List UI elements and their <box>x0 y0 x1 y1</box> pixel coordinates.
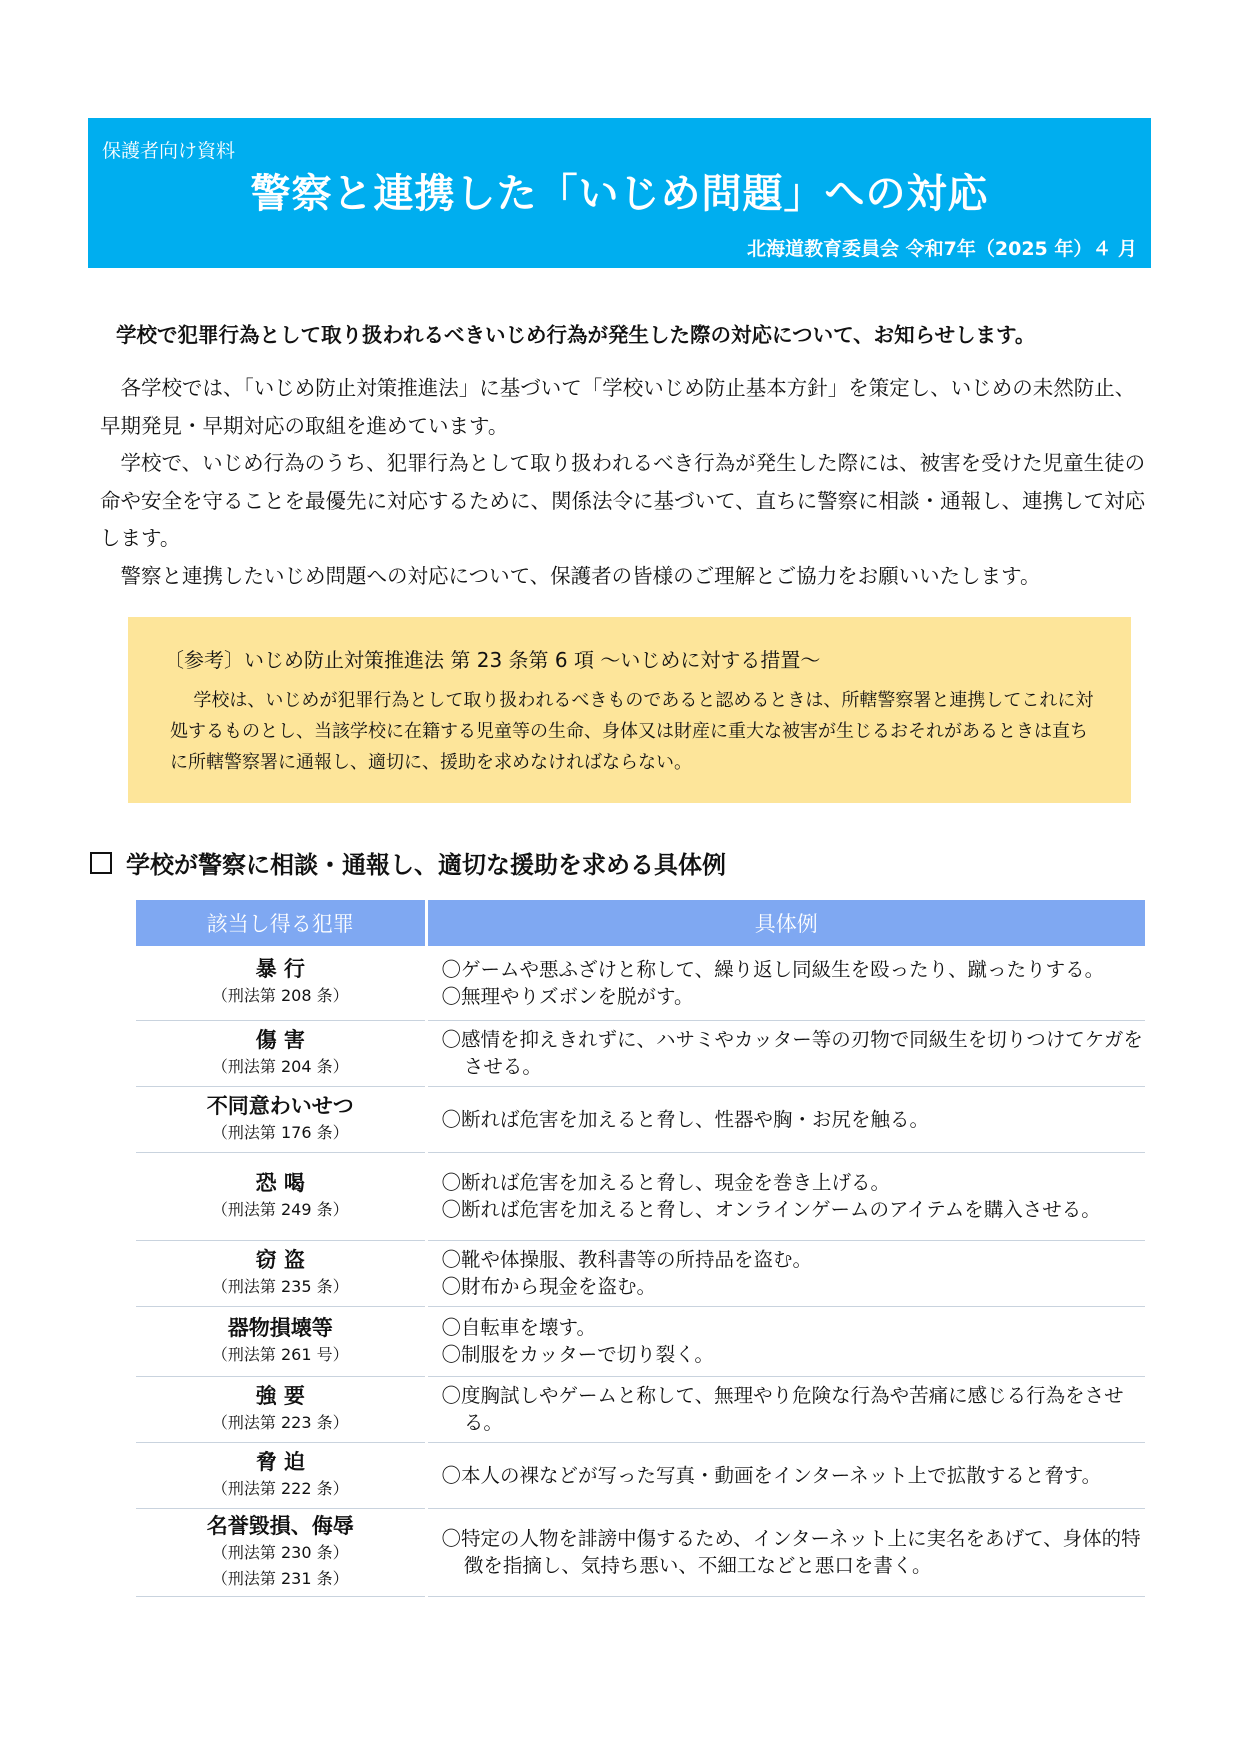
reference-box <box>128 617 1131 803</box>
law-article: （刑法第 204 条） <box>211 1056 349 1076</box>
law-article: （刑法第 208 条） <box>211 986 349 1006</box>
law-article: （刑法第 176 条） <box>211 1122 349 1142</box>
law-article: （刑法第 249 条） <box>211 1199 349 1219</box>
section-heading <box>90 845 726 880</box>
crime-name: 強 要 <box>255 1383 305 1408</box>
crime-name: 名誉毀損、侮辱 <box>206 1513 354 1538</box>
column-header-crime: 該当し得る犯罪 <box>136 900 426 946</box>
example-item: 〇断れば危害を加えると脅し、オンラインゲームのアイテムを購入させる。 <box>441 1198 1101 1221</box>
section-heading-text: 学校が警察に相談・通報し、適切な援助を求める具体例 <box>126 851 726 879</box>
intro-paragraph: 学校で、いじめ行為のうち、犯罪行為として取り扱われるべき行為が発生した際には、被害を受けた児童生徒の命や安全を守ることを最優先に対応するために、関係法令に基づいて、直ちに警察に相談・通報し、連携して対応します。 <box>100 451 1146 550</box>
crime-cell <box>136 1152 426 1240</box>
issuer-and-date: 北海道教育委員会 令和7年（2025 年）４ 月 <box>747 238 1137 260</box>
table-row <box>136 1086 1145 1152</box>
example-cell <box>426 1306 1145 1376</box>
crime-examples-table <box>136 900 1145 1597</box>
example-item: 〇断れば危害を加えると脅し、現金を巻き上げる。 <box>441 1171 891 1194</box>
law-article: （刑法第 223 条） <box>211 1412 349 1432</box>
example-item: 〇感情を抑えきれずに、ハサミやカッター等の刃物で同級生を切りつけてケガをさせる。 <box>441 1028 1143 1078</box>
intro-paragraph: 各学校では、「いじめ防止対策推進法」に基づいて「学校いじめ防止基本方針」を策定し、いじめの未然防止、早期発見・早期対応の取組を進めています。 <box>100 376 1136 438</box>
crime-cell <box>136 1306 426 1376</box>
crime-name: 暴 行 <box>255 957 305 982</box>
law-article: （刑法第 235 条） <box>211 1276 349 1296</box>
example-item: 〇自転車を壊す。 <box>441 1316 596 1339</box>
example-cell <box>426 1152 1145 1240</box>
crime-cell <box>136 1240 426 1306</box>
intro-paragraph: 警察と連携したいじめ問題への対応について、保護者の皆様のご理解とご協力をお願いいたします。 <box>120 563 1041 588</box>
table-row <box>136 1376 1145 1442</box>
example-item: 〇断れば危害を加えると脅し、性器や胸・お尻を触る。 <box>441 1107 930 1131</box>
crime-cell <box>136 1376 426 1442</box>
example-item: 〇ゲームや悪ふざけと称して、繰り返し同級生を殴ったり、蹴ったりする。 <box>441 957 1105 981</box>
example-cell <box>426 1240 1145 1306</box>
example-item: 〇財布から現金を盗む。 <box>441 1275 657 1298</box>
example-cell <box>426 1086 1145 1152</box>
table-row <box>136 1442 1145 1508</box>
column-header-examples: 具体例 <box>426 900 1145 946</box>
law-article: （刑法第 222 条） <box>211 1478 349 1498</box>
crime-cell <box>136 1508 426 1596</box>
example-cell <box>426 1020 1145 1086</box>
lead-sentence: 学校で犯罪行為として取り扱われるべきいじめ行為が発生した際の対応について、お知らせします。 <box>116 323 1036 347</box>
table-header-row <box>136 900 1145 946</box>
table-row <box>136 1240 1145 1306</box>
example-item: 〇特定の人物を誹謗中傷するため、インターネット上に実名をあげて、身体的特徴を指摘し、気持ち悪い、不細工などと悪口を書く。 <box>441 1527 1141 1577</box>
crime-name: 器物損壊等 <box>227 1315 333 1340</box>
example-cell <box>426 1442 1145 1508</box>
header-banner <box>88 118 1151 268</box>
table-row <box>136 1152 1145 1240</box>
table-body <box>136 946 1145 1596</box>
crime-name: 不同意わいせつ <box>206 1093 354 1118</box>
crime-cell <box>136 946 426 1020</box>
crime-cell <box>136 1442 426 1508</box>
reference-title: 〔参考〕いじめ防止対策推進法 第 23 条第 6 項 ～いじめに対する措置～ <box>164 648 821 672</box>
crime-name: 傷 害 <box>255 1027 305 1052</box>
audience-label: 保護者向け資料 <box>102 140 236 162</box>
crime-cell <box>136 1020 426 1086</box>
checkbox-square-icon <box>90 852 112 874</box>
example-item: 〇度胸試しやゲームと称して、無理やり危険な行為や苦痛に感じる行為をさせる。 <box>441 1384 1124 1434</box>
law-article: （刑法第 231 条） <box>211 1568 349 1588</box>
reference-body: 学校は、いじめが犯罪行為として取り扱われるべきものであると認めるときは、所轄警察署と連携してこれに対処するものとし、当該学校に在籍する児童等の生命、身体又は財産に重大な被害が生じるおそれがあるときは直ちに所轄警察署に通報し、適切に、援助を求めなければならない。 <box>170 690 1094 773</box>
example-cell <box>426 946 1145 1020</box>
table-row <box>136 1508 1145 1596</box>
table-row <box>136 1306 1145 1376</box>
example-item: 〇制服をカッターで切り裂く。 <box>441 1343 714 1366</box>
crime-cell <box>136 1086 426 1152</box>
example-item: 〇無理やりズボンを脱がす。 <box>441 984 694 1008</box>
table-row <box>136 946 1145 1020</box>
crime-name: 恐 喝 <box>255 1170 305 1195</box>
crime-name: 脅 迫 <box>255 1449 305 1474</box>
example-item: 〇靴や体操服、教科書等の所持品を盗む。 <box>441 1248 813 1271</box>
table-row <box>136 1020 1145 1086</box>
example-cell <box>426 1508 1145 1596</box>
intro-text <box>100 370 1150 595</box>
document-title: 警察と連携した「いじめ問題」への対応 <box>250 171 989 217</box>
law-article: （刑法第 230 条） <box>211 1542 349 1562</box>
example-item: 〇本人の裸などが写った写真・動画をインターネット上で拡散すると脅す。 <box>441 1463 1102 1487</box>
law-article: （刑法第 261 号） <box>211 1344 349 1364</box>
example-cell <box>426 1376 1145 1442</box>
crime-name: 窃 盗 <box>255 1247 305 1272</box>
